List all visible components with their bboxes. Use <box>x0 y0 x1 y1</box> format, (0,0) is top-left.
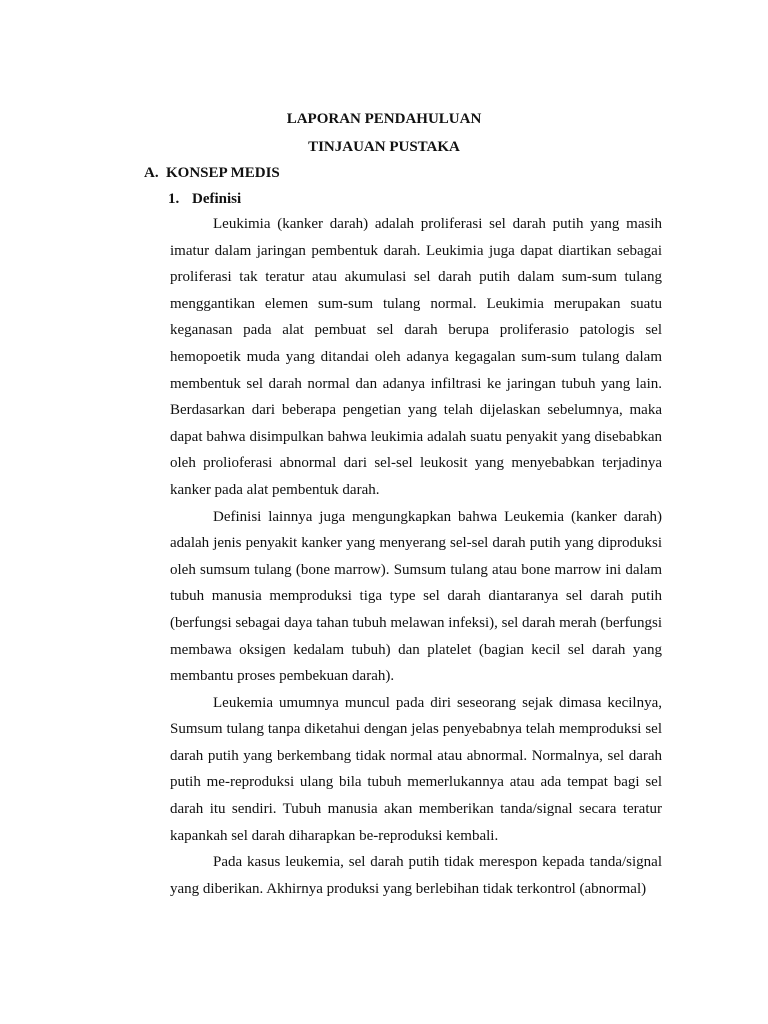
document-title: LAPORAN PENDAHULUAN <box>286 111 482 127</box>
subsection-marker: 1. <box>168 191 180 207</box>
section-heading <box>144 164 280 182</box>
section-label: KONSEP MEDIS <box>166 165 280 181</box>
body-text <box>170 211 662 1024</box>
subsection-label: Definisi <box>192 191 242 207</box>
section-marker: A. <box>144 165 159 181</box>
paragraph: Pada kasus leukemia, sel darah putih tidak merespon kepada tanda/signal yang diberikan. Akhirnya produksi yang berlebihan tidak terkontrol (abnormal) <box>170 854 662 897</box>
paragraph: Leukemia umumnya muncul pada diri seseorang sejak dimasa kecilnya, Sumsum tulang tanpa diketahui dengan jelas penyebabnya telah memproduksi sel darah putih yang berkembang tidak normal atau abnormal. Normalnya, sel darah putih me-reproduksi ulang bila tubuh memerlukannya atau ada tempat bagi sel darah itu sendiri. Tubuh manusia akan memberikan tanda/signal secara teratur kapankah sel darah diharapkan be-reproduksi kembali. <box>170 694 662 844</box>
paragraph: Leukimia (kanker darah) adalah proliferasi sel darah putih yang masih imatur dalam jaringan pembentuk darah. Leukimia juga dapat diartikan sebagai proliferasi tak teratur atau akumulasi sel darah putih dalam sum-sum tulang menggantikan elemen sum-sum tulang normal. Leukimia merupakan suatu keganasan pada alat pembuat sel darah berupa proliferasio patologis sel hemopoetik muda yang ditandai oleh adanya kegagalan sum-sum tulang dalam membentuk sel darah normal dan adanya infiltrasi ke jaringan tubuh yang lain. Berdasarkan dari beberapa pengetian yang telah dijelaskan sebelumnya, maka dapat bahwa disimpulkan bahwa leukimia adalah suatu penyakit yang disebabkan oleh prolioferasi abnormal dari sel-sel leukosit yang menyebabkan terjadinya kanker pada alat pembentuk darah. <box>170 216 662 498</box>
subsection-heading <box>168 190 241 208</box>
document-subtitle: TINJAUAN PUSTAKA <box>308 139 460 155</box>
paragraph: Definisi lainnya juga mengungkapkan bahwa Leukemia (kanker darah) adalah jenis penyakit kanker yang menyerang sel-sel darah putih yang diproduksi oleh sumsum tulang (bone marrow). Sumsum tulang atau bone marrow ini dalam tubuh manusia memproduksi tiga type sel darah diantaranya sel darah putih (berfungsi sebagai daya tahan tubuh melawan infeksi), sel darah merah (berfungsi membawa oksigen kedalam tubuh) dan platelet (bagian kecil sel darah yang membantu proses pembekuan darah). <box>170 508 662 685</box>
